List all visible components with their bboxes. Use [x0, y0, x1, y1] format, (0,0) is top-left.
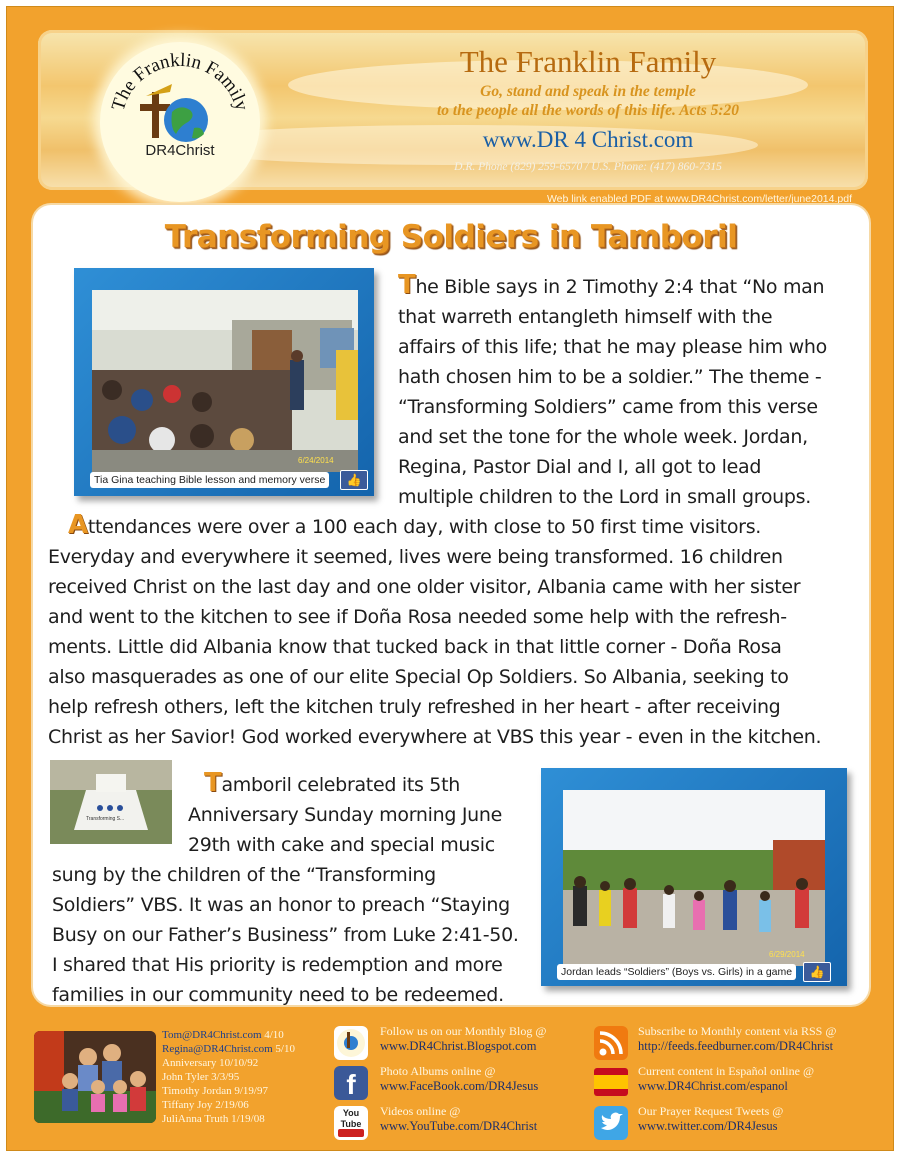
twitter-icon[interactable]	[594, 1106, 628, 1140]
rss-link-block[interactable]: Subscribe to Monthly content via RSS @ http://feeds.feedburner.com/DR4Christ	[638, 1024, 837, 1053]
facebook-icon[interactable]: f	[334, 1066, 368, 1100]
paragraph-2: Attendances were over a 100 each day, with close to 50 first time visitors. Everyday and everywhere it seemed, lives were being transformed. 16 children received Christ on the last day and one older visitor, Albania came with her sister and went to the kitchen to see if Doña Rosa needed some help with the refresh- ments. Little did Albania know that tucked back in that little corner - Doña Rosa also masquerades as one of our elite Special Op Soldiers. So Albania, seeking to help refresh others, left the kitchen truly refreshed in her heart - after receiving Christ as her Savior! God worked everywhere at VBS this year - even in the kitchen.	[48, 510, 822, 748]
contact-row[interactable]: Regina@DR4Christ.com 5/10	[162, 1043, 295, 1055]
pdf-web-link[interactable]: Web link enabled PDF at www.DR4Christ.com/letter/june2014.pdf	[546, 193, 852, 205]
rss-icon[interactable]	[594, 1026, 628, 1060]
facebook-like-icon[interactable]: 👍	[340, 470, 368, 490]
twitter-link-block[interactable]: Our Prayer Request Tweets @ www.twitter.com/DR4Jesus	[638, 1104, 784, 1133]
paragraph-1: The Bible says in 2 Timothy 2:4 that “No man that warreth entangleth himself with the affairs of this life; that he may please him who hath chosen him to be a soldier.” The theme - “Transforming Soldiers” came from this verse and set the tone for the whole week. Jordan, Regina, Pastor Dial and I, all got to lead multiple children to the Lord in small groups.	[398, 270, 827, 508]
blog-link-block[interactable]: Follow us on our Monthly Blog @ www.DR4Christ.Blogspot.com	[380, 1024, 547, 1053]
blog-logo-icon[interactable]	[334, 1026, 368, 1060]
soldiers-game-photo	[563, 790, 825, 966]
globe-cross-icon	[100, 42, 260, 202]
facebook-like-icon[interactable]: 👍	[803, 962, 831, 982]
photo-caption: Tia Gina teaching Bible lesson and memory verse	[90, 472, 329, 488]
paragraph-3: Tamboril celebrated its 5th Anniversary Sunday morning June 29th with cake and special music sung by the children of the “Transforming Soldiers” VBS. It was an honor to preach “Staying Busy on our Father’s Business” from Luke 2:41-50. I shared that His priority is redemption and more families in our community need to be redeemed.	[52, 768, 519, 1006]
bible-lesson-photo	[92, 290, 358, 472]
photo-frame-soldiers-game	[541, 768, 847, 986]
photo-frame-bible-lesson	[74, 268, 374, 496]
photo-date-stamp: 6/24/2014	[298, 456, 334, 465]
photo-date-stamp: 6/29/2014	[769, 950, 805, 959]
contact-row: John Tyler 3/3/95	[162, 1071, 240, 1083]
youtube-link-block[interactable]: Videos online @ www.YouTube.com/DR4Christ	[380, 1104, 538, 1133]
header-website-link[interactable]: www.DR 4 Christ.com	[482, 127, 694, 152]
youtube-icon[interactable]: You Tube	[334, 1106, 368, 1140]
contact-row: JuliAnna Truth 1/19/08	[162, 1113, 265, 1125]
header-title: The Franklin Family	[459, 44, 717, 79]
article-title: Transforming Soldiers in Tamboril	[164, 219, 738, 255]
family-logo	[100, 42, 260, 202]
contact-row: Tiffany Joy 2/19/06	[162, 1099, 249, 1111]
contact-row: Timothy Jordan 9/19/97	[162, 1085, 268, 1097]
contact-row: Anniversary 10/10/92	[162, 1057, 259, 1069]
spain-flag-icon[interactable]	[594, 1068, 628, 1096]
cake-text: Transforming S...	[86, 816, 125, 822]
espanol-link-block[interactable]: Current content in Español online @ www.DR4Christ.com/espanol	[638, 1064, 815, 1093]
header-phone: D.R. Phone (829) 259-6570 / U.S. Phone: (417) 860-7315	[454, 161, 722, 173]
header-verse: Go, stand and speak in the temple to the people all the words of this life. Acts 5:20	[436, 83, 740, 119]
facebook-link-block[interactable]: Photo Albums online @ www.FaceBook.com/DR4Jesus	[380, 1064, 539, 1093]
contact-row[interactable]: Tom@DR4Christ.com 4/10	[162, 1029, 284, 1041]
logo-subtitle: DR4Christ	[145, 142, 215, 159]
family-photo	[34, 1031, 156, 1123]
svg-text:The Franklin Family: The Franklin Family	[107, 49, 253, 114]
family-contacts	[162, 1028, 295, 1126]
photo-caption: Jordan leads “Soldiers” (Boys vs. Girls) in a game	[557, 964, 796, 980]
